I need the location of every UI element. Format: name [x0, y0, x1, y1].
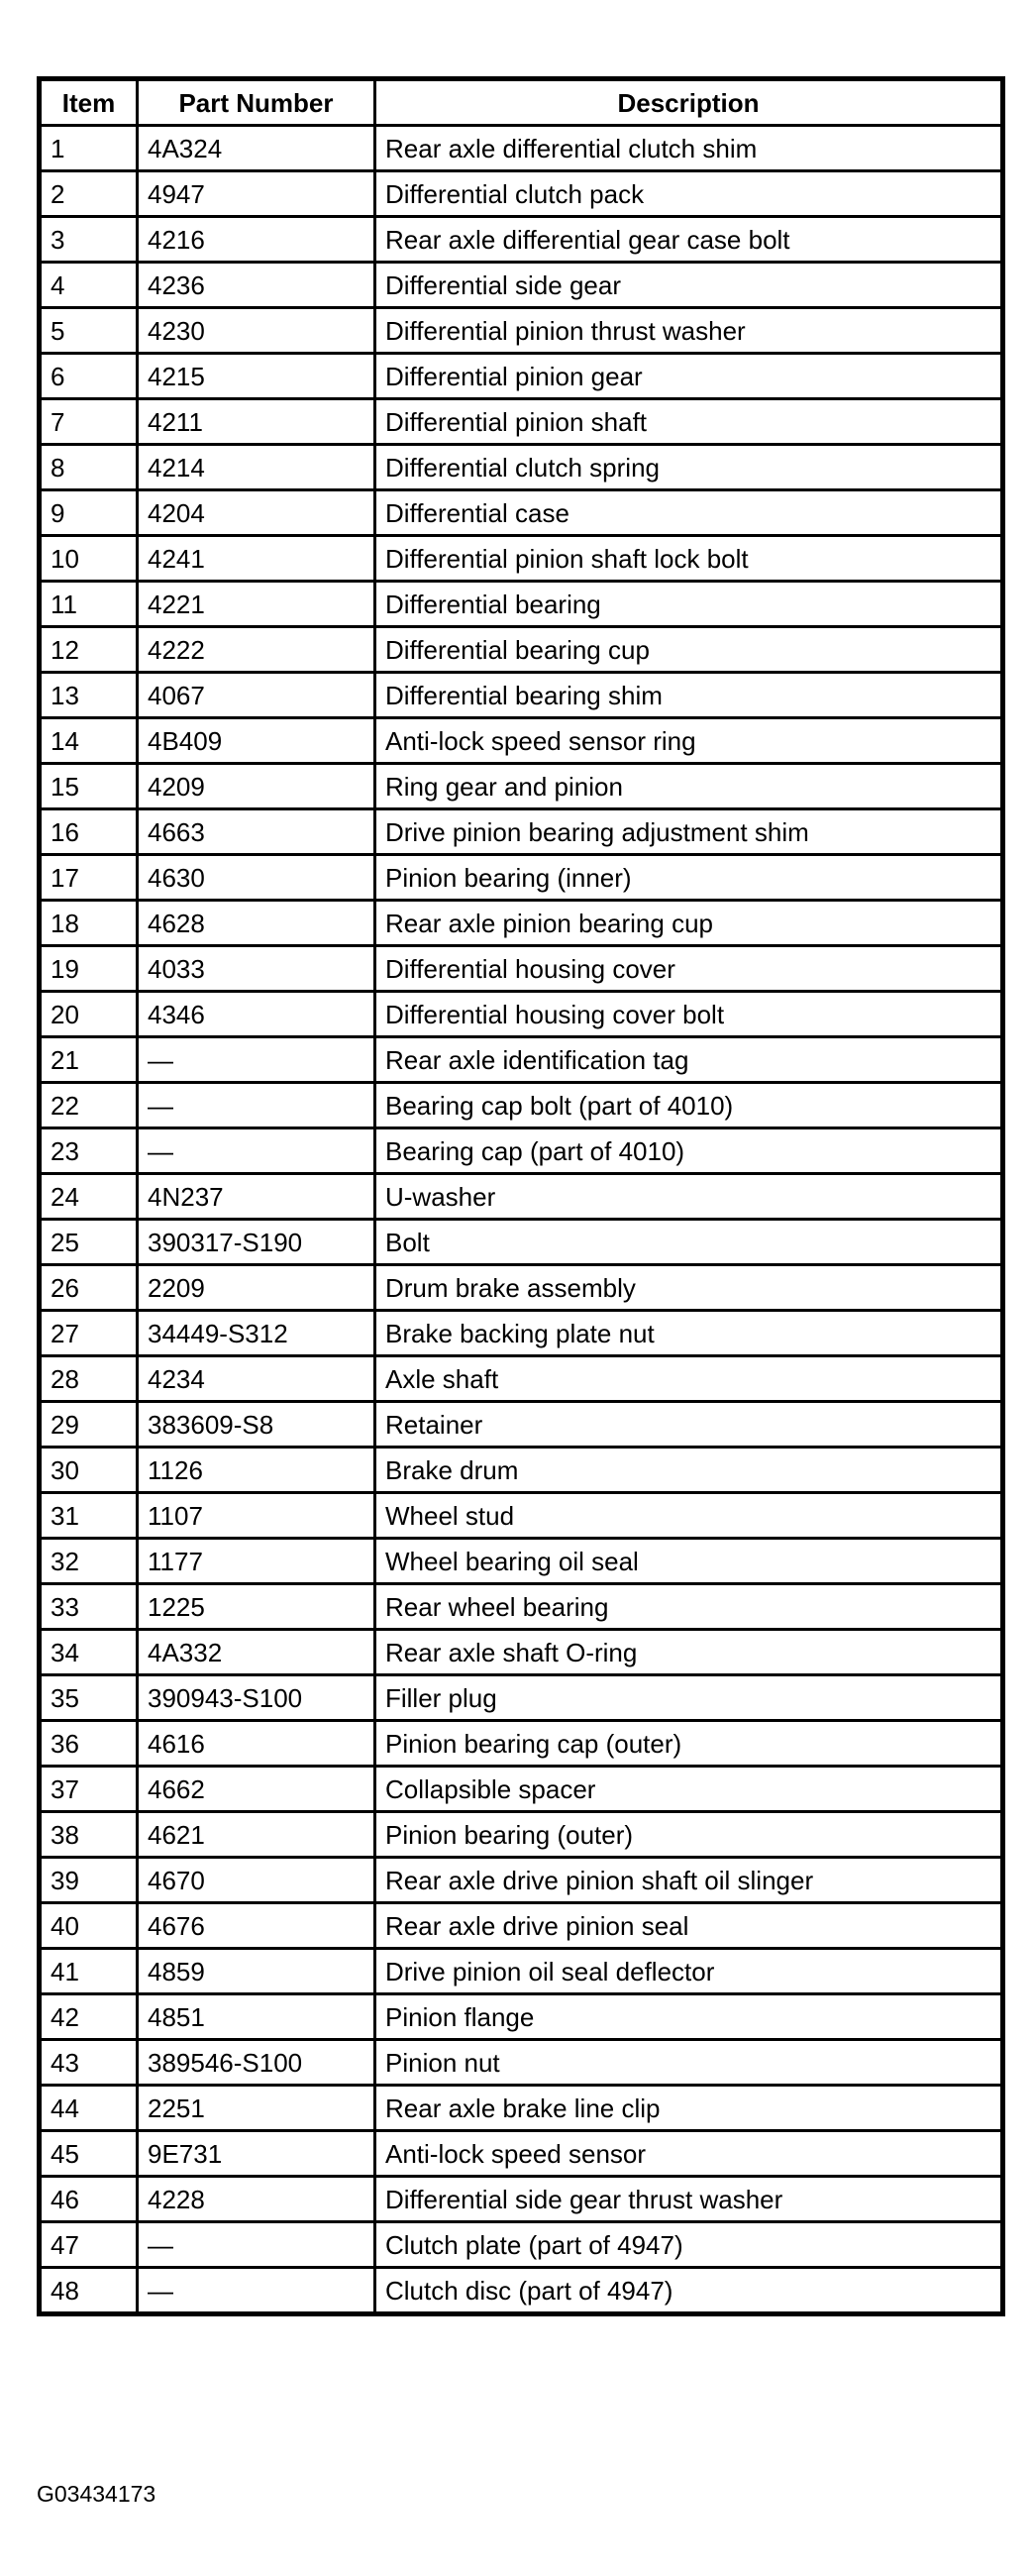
description-cell: Bearing cap (part of 4010) — [375, 1128, 1003, 1174]
table-row — [40, 1539, 1003, 1584]
item-cell: 43 — [40, 2040, 138, 2086]
description-cell: Brake backing plate nut — [375, 1311, 1003, 1356]
part-number-cell: 4851 — [138, 1994, 375, 2040]
part-number-cell: 34449-S312 — [138, 1311, 375, 1356]
item-cell: 9 — [40, 490, 138, 536]
part-number-cell: 1107 — [138, 1493, 375, 1539]
part-number-cell: 4N237 — [138, 1174, 375, 1220]
description-cell: Rear axle drive pinion shaft oil slinger — [375, 1858, 1003, 1903]
description-cell: Differential housing cover — [375, 946, 1003, 992]
description-cell: Axle shaft — [375, 1356, 1003, 1402]
item-cell: 25 — [40, 1220, 138, 1265]
table-row — [40, 1767, 1003, 1812]
description-cell: Rear axle differential clutch shim — [375, 126, 1003, 171]
description-cell: Rear axle shaft O-ring — [375, 1630, 1003, 1675]
part-number-cell: 389546-S100 — [138, 2040, 375, 2086]
part-number-cell: 383609-S8 — [138, 1402, 375, 1448]
part-number-cell: 4859 — [138, 1949, 375, 1994]
table-row — [40, 399, 1003, 445]
item-cell: 27 — [40, 1311, 138, 1356]
item-cell: 16 — [40, 809, 138, 855]
part-number-cell: 390943-S100 — [138, 1675, 375, 1721]
description-cell: Differential case — [375, 490, 1003, 536]
item-cell: 26 — [40, 1265, 138, 1311]
item-cell: 3 — [40, 217, 138, 263]
item-cell: 23 — [40, 1128, 138, 1174]
table-row — [40, 1675, 1003, 1721]
table-row — [40, 582, 1003, 627]
table-row — [40, 1448, 1003, 1493]
description-cell: Differential side gear — [375, 263, 1003, 308]
item-cell: 15 — [40, 764, 138, 809]
item-cell: 28 — [40, 1356, 138, 1402]
item-cell: 1 — [40, 126, 138, 171]
description-cell: Differential bearing shim — [375, 673, 1003, 718]
table-row — [40, 1994, 1003, 2040]
description-column-header: Description — [375, 79, 1003, 126]
table-header — [40, 79, 1003, 126]
item-cell: 10 — [40, 536, 138, 582]
item-cell: 45 — [40, 2131, 138, 2177]
item-cell: 36 — [40, 1721, 138, 1767]
table-row — [40, 1493, 1003, 1539]
table-row — [40, 2268, 1003, 2314]
description-cell: Rear axle drive pinion seal — [375, 1903, 1003, 1949]
description-cell: Filler plug — [375, 1675, 1003, 1721]
item-cell: 7 — [40, 399, 138, 445]
description-cell: Anti-lock speed sensor — [375, 2131, 1003, 2177]
item-cell: 30 — [40, 1448, 138, 1493]
description-cell: Differential pinion gear — [375, 354, 1003, 399]
item-cell: 21 — [40, 1037, 138, 1083]
part-number-cell: 2209 — [138, 1265, 375, 1311]
description-cell: Bolt — [375, 1220, 1003, 1265]
item-cell: 19 — [40, 946, 138, 992]
table-row — [40, 992, 1003, 1037]
item-cell: 47 — [40, 2222, 138, 2268]
table-row — [40, 217, 1003, 263]
description-cell: Collapsible spacer — [375, 1767, 1003, 1812]
table-row — [40, 490, 1003, 536]
table-row — [40, 1220, 1003, 1265]
table-row — [40, 1402, 1003, 1448]
parts-table — [37, 76, 1005, 2316]
part-number-cell: 1177 — [138, 1539, 375, 1584]
item-cell: 31 — [40, 1493, 138, 1539]
description-cell: Differential pinion thrust washer — [375, 308, 1003, 354]
item-cell: 44 — [40, 2086, 138, 2131]
item-cell: 6 — [40, 354, 138, 399]
description-cell: Differential clutch spring — [375, 445, 1003, 490]
description-cell: Bearing cap bolt (part of 4010) — [375, 1083, 1003, 1128]
table-row — [40, 536, 1003, 582]
item-cell: 40 — [40, 1903, 138, 1949]
table-row — [40, 1356, 1003, 1402]
figure-code: G03434173 — [37, 2481, 156, 2507]
item-cell: 2 — [40, 171, 138, 217]
part-number-cell: — — [138, 2222, 375, 2268]
part-number-cell: 4621 — [138, 1812, 375, 1858]
description-cell: Anti-lock speed sensor ring — [375, 718, 1003, 764]
description-cell: Clutch disc (part of 4947) — [375, 2268, 1003, 2314]
description-cell: Pinion bearing (outer) — [375, 1812, 1003, 1858]
part-number-cell: 4230 — [138, 308, 375, 354]
description-cell: Differential bearing — [375, 582, 1003, 627]
table-row — [40, 901, 1003, 946]
part-number-cell: 4033 — [138, 946, 375, 992]
item-cell: 37 — [40, 1767, 138, 1812]
table-row — [40, 1812, 1003, 1858]
part-number-cell: 9E731 — [138, 2131, 375, 2177]
table-row — [40, 946, 1003, 992]
table-body — [40, 126, 1003, 2314]
item-cell: 12 — [40, 627, 138, 673]
part-number-cell: 4209 — [138, 764, 375, 809]
table-row — [40, 126, 1003, 171]
table-row — [40, 718, 1003, 764]
part-number-cell: 1126 — [138, 1448, 375, 1493]
part-number-cell: — — [138, 1083, 375, 1128]
description-cell: Wheel stud — [375, 1493, 1003, 1539]
item-cell: 8 — [40, 445, 138, 490]
part-number-cell: 2251 — [138, 2086, 375, 2131]
description-cell: Differential pinion shaft — [375, 399, 1003, 445]
item-cell: 34 — [40, 1630, 138, 1675]
table-row — [40, 308, 1003, 354]
description-cell: Retainer — [375, 1402, 1003, 1448]
table-row — [40, 445, 1003, 490]
description-cell: Drum brake assembly — [375, 1265, 1003, 1311]
part-number-cell: 4676 — [138, 1903, 375, 1949]
part-number-cell: 4A332 — [138, 1630, 375, 1675]
item-cell: 35 — [40, 1675, 138, 1721]
description-cell: Differential housing cover bolt — [375, 992, 1003, 1037]
part-number-column-header: Part Number — [138, 79, 375, 126]
part-number-cell: 390317-S190 — [138, 1220, 375, 1265]
part-number-cell: 4630 — [138, 855, 375, 901]
description-cell: Drive pinion bearing adjustment shim — [375, 809, 1003, 855]
description-cell: Drive pinion oil seal deflector — [375, 1949, 1003, 1994]
part-number-cell: 4204 — [138, 490, 375, 536]
table-row — [40, 1721, 1003, 1767]
description-cell: Ring gear and pinion — [375, 764, 1003, 809]
item-cell: 42 — [40, 1994, 138, 2040]
part-number-cell: 4662 — [138, 1767, 375, 1812]
part-number-cell: 4241 — [138, 536, 375, 582]
item-cell: 29 — [40, 1402, 138, 1448]
table-row — [40, 2222, 1003, 2268]
item-cell: 14 — [40, 718, 138, 764]
item-cell: 13 — [40, 673, 138, 718]
part-number-cell: 4616 — [138, 1721, 375, 1767]
part-number-cell: 4215 — [138, 354, 375, 399]
description-cell: Clutch plate (part of 4947) — [375, 2222, 1003, 2268]
description-cell: Brake drum — [375, 1448, 1003, 1493]
part-number-cell: 4670 — [138, 1858, 375, 1903]
table-row — [40, 1858, 1003, 1903]
table-row — [40, 2040, 1003, 2086]
description-cell: Differential side gear thrust washer — [375, 2177, 1003, 2222]
item-cell: 18 — [40, 901, 138, 946]
table-row — [40, 1584, 1003, 1630]
description-cell: Rear axle pinion bearing cup — [375, 901, 1003, 946]
item-cell: 46 — [40, 2177, 138, 2222]
item-cell: 32 — [40, 1539, 138, 1584]
part-number-cell: 4234 — [138, 1356, 375, 1402]
description-cell: Rear axle brake line clip — [375, 2086, 1003, 2131]
part-number-cell: 4214 — [138, 445, 375, 490]
table-row — [40, 764, 1003, 809]
table-row — [40, 2131, 1003, 2177]
table-row — [40, 1949, 1003, 1994]
part-number-cell: 4663 — [138, 809, 375, 855]
description-cell: Differential clutch pack — [375, 171, 1003, 217]
part-number-cell: 1225 — [138, 1584, 375, 1630]
part-number-cell: 4236 — [138, 263, 375, 308]
item-cell: 17 — [40, 855, 138, 901]
description-cell: Rear wheel bearing — [375, 1584, 1003, 1630]
part-number-cell: 4346 — [138, 992, 375, 1037]
table-row — [40, 1903, 1003, 1949]
item-column-header: Item — [40, 79, 138, 126]
part-number-cell: — — [138, 1128, 375, 1174]
table-row — [40, 2086, 1003, 2131]
table-row — [40, 1083, 1003, 1128]
header-row — [40, 79, 1003, 126]
item-cell: 48 — [40, 2268, 138, 2314]
description-cell: Pinion nut — [375, 2040, 1003, 2086]
part-number-cell: — — [138, 1037, 375, 1083]
description-cell: Differential pinion shaft lock bolt — [375, 536, 1003, 582]
table-row — [40, 354, 1003, 399]
description-cell: Wheel bearing oil seal — [375, 1539, 1003, 1584]
table-row — [40, 1128, 1003, 1174]
description-cell: Rear axle differential gear case bolt — [375, 217, 1003, 263]
description-cell: Differential bearing cup — [375, 627, 1003, 673]
part-number-cell: 4216 — [138, 217, 375, 263]
table-row — [40, 263, 1003, 308]
table-row — [40, 673, 1003, 718]
item-cell: 24 — [40, 1174, 138, 1220]
description-cell: Pinion bearing cap (outer) — [375, 1721, 1003, 1767]
item-cell: 33 — [40, 1584, 138, 1630]
item-cell: 39 — [40, 1858, 138, 1903]
table-row — [40, 627, 1003, 673]
table-row — [40, 855, 1003, 901]
table-row — [40, 809, 1003, 855]
part-number-cell: 4628 — [138, 901, 375, 946]
item-cell: 38 — [40, 1812, 138, 1858]
part-number-cell: 4B409 — [138, 718, 375, 764]
description-cell: U-washer — [375, 1174, 1003, 1220]
item-cell: 20 — [40, 992, 138, 1037]
part-number-cell: 4211 — [138, 399, 375, 445]
part-number-cell: 4228 — [138, 2177, 375, 2222]
part-number-cell: 4067 — [138, 673, 375, 718]
part-number-cell: 4221 — [138, 582, 375, 627]
item-cell: 11 — [40, 582, 138, 627]
item-cell: 4 — [40, 263, 138, 308]
item-cell: 22 — [40, 1083, 138, 1128]
description-cell: Pinion flange — [375, 1994, 1003, 2040]
table-row — [40, 171, 1003, 217]
table-row — [40, 1174, 1003, 1220]
part-number-cell: 4A324 — [138, 126, 375, 171]
table-row — [40, 1311, 1003, 1356]
table-row — [40, 2177, 1003, 2222]
item-cell: 41 — [40, 1949, 138, 1994]
part-number-cell: — — [138, 2268, 375, 2314]
table-row — [40, 1037, 1003, 1083]
table-row — [40, 1630, 1003, 1675]
description-cell: Rear axle identification tag — [375, 1037, 1003, 1083]
item-cell: 5 — [40, 308, 138, 354]
part-number-cell: 4222 — [138, 627, 375, 673]
part-number-cell: 4947 — [138, 171, 375, 217]
table-row — [40, 1265, 1003, 1311]
description-cell: Pinion bearing (inner) — [375, 855, 1003, 901]
